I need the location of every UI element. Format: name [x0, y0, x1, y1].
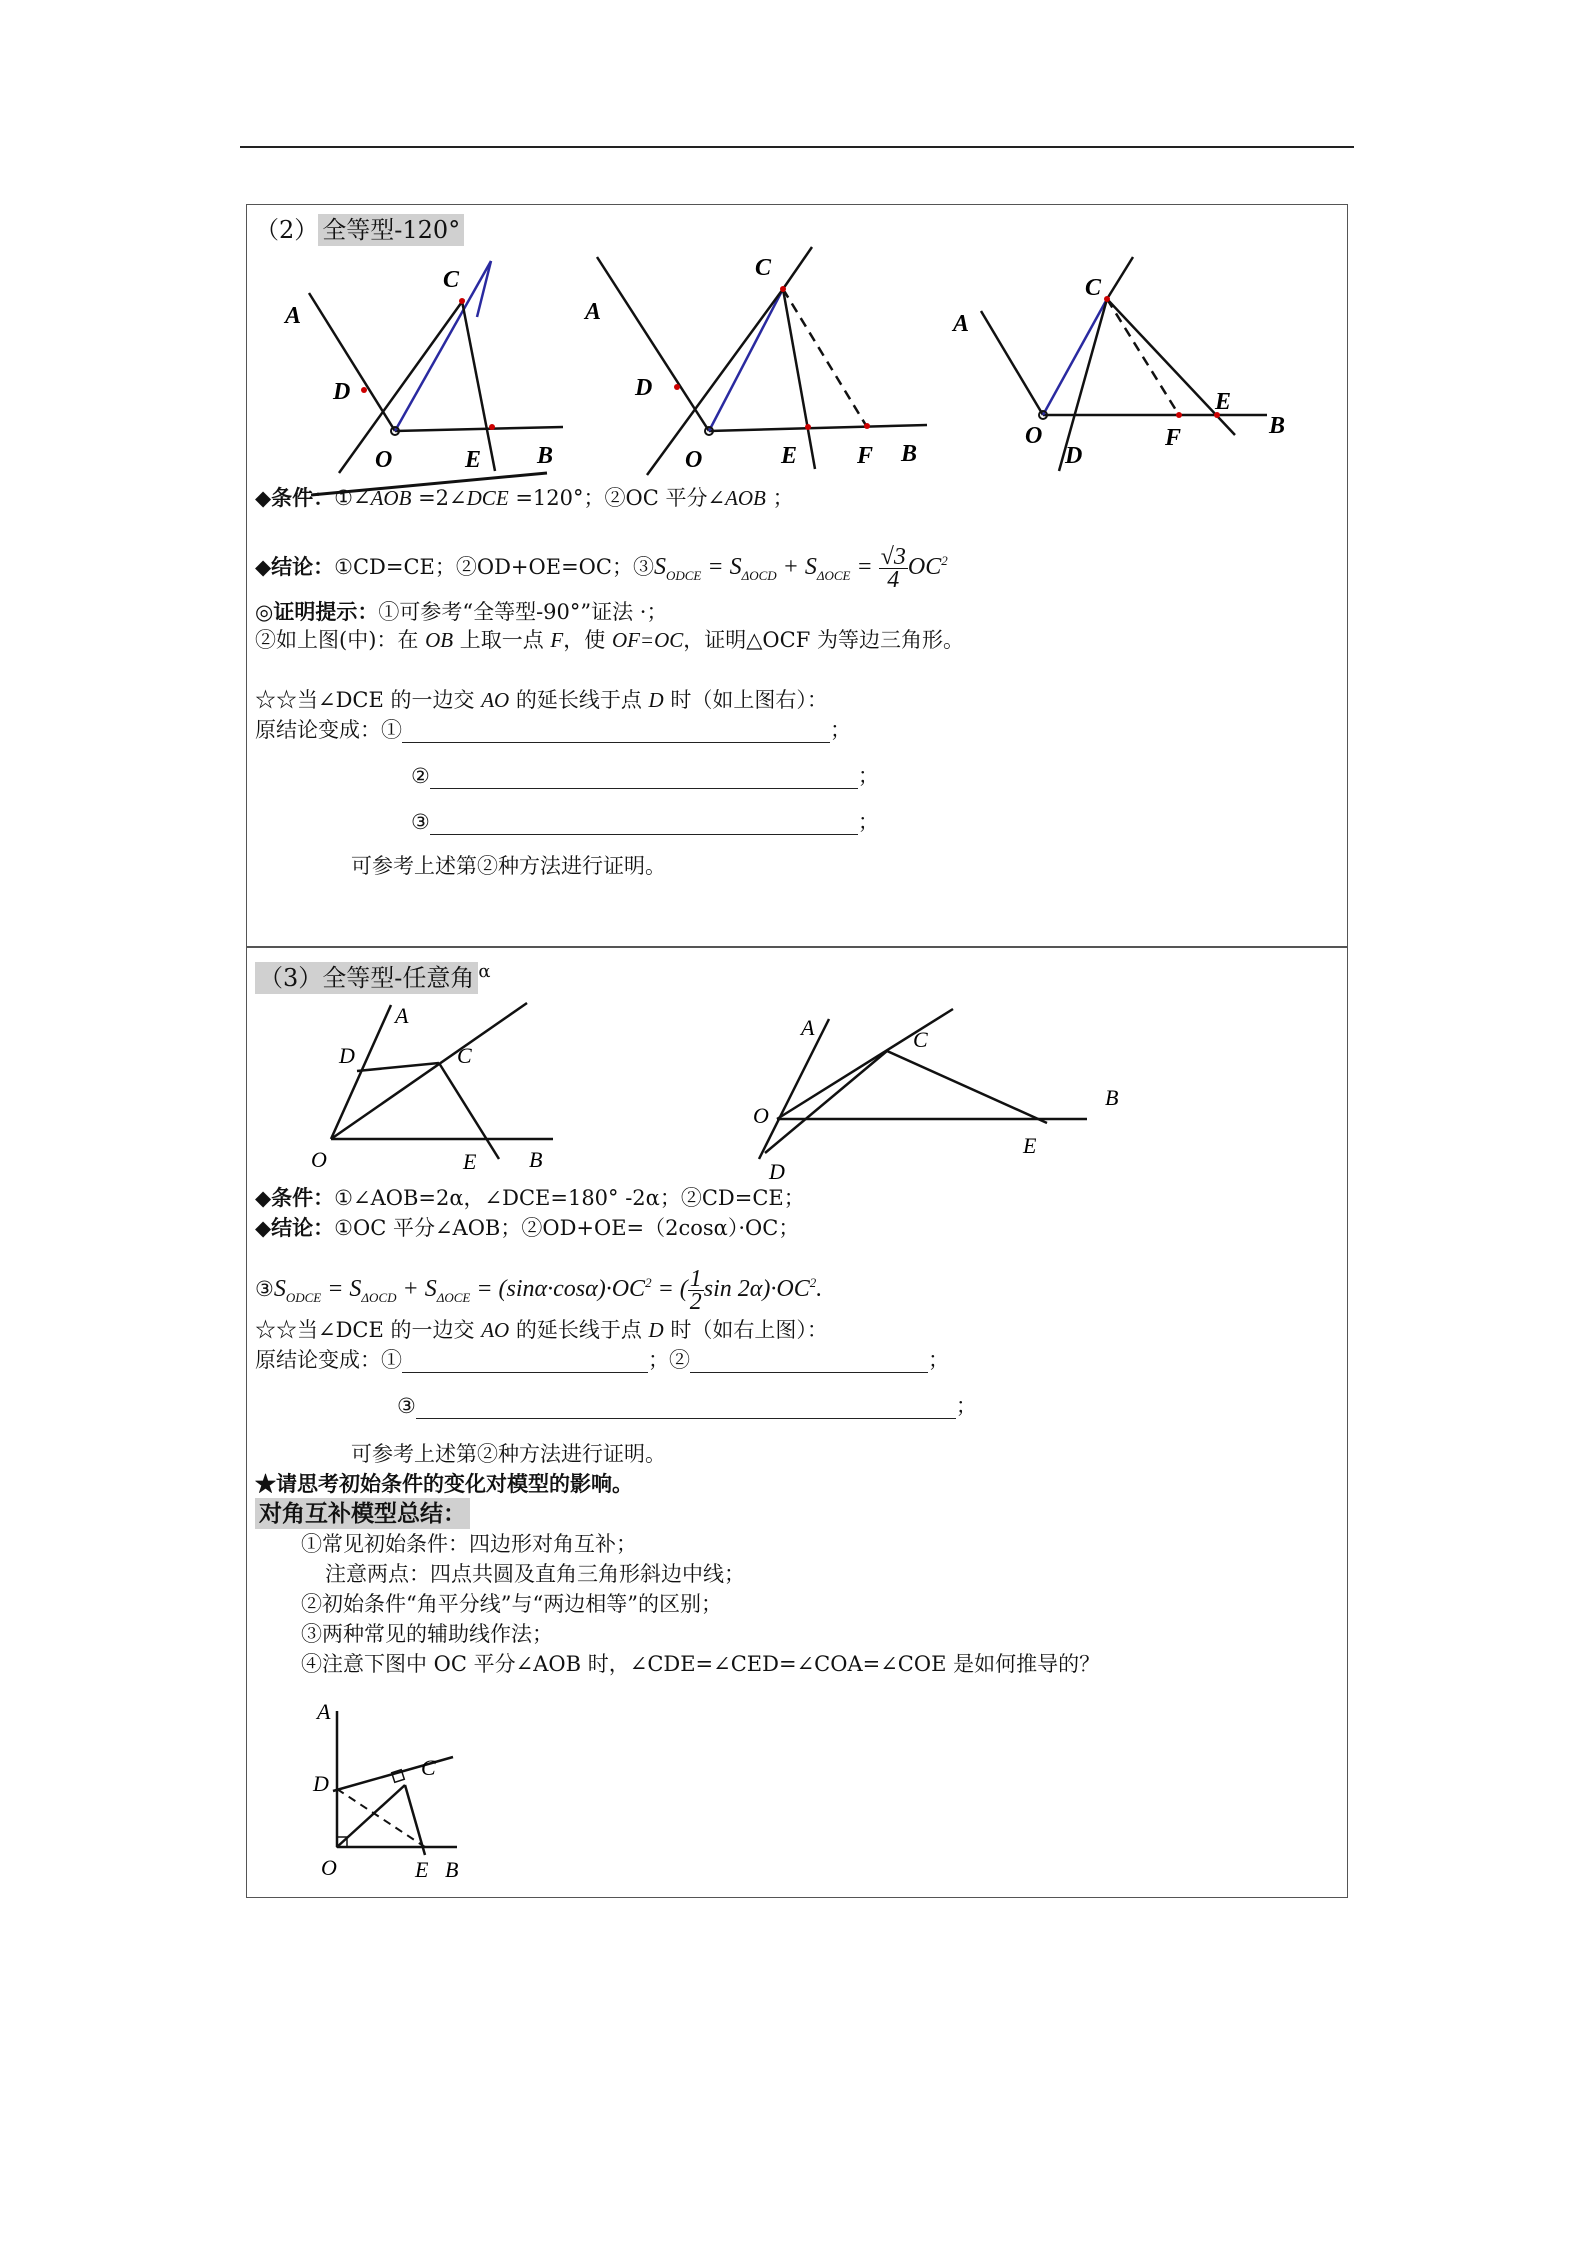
orig-label: 原结论变成：	[255, 718, 381, 742]
label-C: C	[913, 1027, 928, 1052]
formula-sub: ΔOCD	[741, 567, 777, 583]
label-A: A	[585, 299, 602, 325]
area-formula	[255, 1255, 823, 1315]
fill-blank[interactable]	[430, 768, 858, 789]
fill-blank[interactable]	[416, 1398, 956, 1419]
condition-text: =2∠	[411, 486, 467, 510]
summary-item: ①常见初始条件：四边形对角互补；	[301, 1532, 637, 1556]
note-text: 的延长线于点	[509, 1318, 649, 1342]
math: AO	[481, 1318, 510, 1342]
fraction	[879, 543, 908, 593]
formula-s: S	[424, 1276, 437, 1302]
label-E: E	[1023, 1133, 1037, 1158]
section-number: （2）	[255, 216, 319, 244]
blank-line-2	[397, 1393, 977, 1419]
condition-text: ；	[765, 486, 794, 510]
label-A: A	[395, 1003, 409, 1028]
blank-line-3	[411, 809, 879, 835]
label-O: O	[685, 447, 703, 473]
summary-title-text: 对角互补模型总结：	[255, 1498, 470, 1529]
fill-blank[interactable]	[402, 722, 830, 743]
semicolon: ；	[928, 1348, 949, 1372]
note-text: 时（如上图右）：	[663, 688, 828, 712]
math-aob: AOB	[725, 486, 766, 510]
math: D	[648, 688, 664, 712]
label-F: F	[1165, 425, 1182, 451]
label-D: D	[635, 375, 653, 401]
formula-sub: ΔOCD	[361, 1289, 397, 1305]
formula-s: S	[273, 1276, 286, 1302]
label-C: C	[457, 1043, 472, 1068]
formula-s: S	[729, 554, 742, 580]
label-B: B	[1269, 413, 1286, 439]
fill-blank[interactable]	[402, 1352, 648, 1373]
conclusion-text: ①OC 平分∠AOB；②OD+OE=（2cosα）·OC；	[334, 1216, 800, 1240]
label-A: A	[801, 1015, 815, 1040]
note-text: ☆☆当∠DCE 的一边交	[255, 688, 482, 712]
note-text: 的延长线于点	[509, 688, 649, 712]
reference-note: 可参考上述第②种方法进行证明。	[351, 1442, 666, 1466]
summary-item: ④注意下图中 OC 平分∠AOB 时，∠CDE=∠CED=∠COA=∠COE 是如何推导的？	[301, 1652, 1101, 1676]
item-number: ③	[397, 1394, 416, 1418]
star-note	[255, 687, 828, 713]
label-O: O	[1025, 423, 1043, 449]
proof-hint-1	[255, 599, 667, 625]
figure-right	[753, 1009, 1118, 1184]
label-B: B	[445, 1857, 459, 1882]
proof-text: ①可参考“全等型-90°”证法 ·；	[378, 600, 668, 624]
conclusion-line	[255, 1215, 799, 1241]
figure-middle	[583, 247, 927, 477]
proof-text: 上取一点	[453, 628, 551, 652]
section-120-degree	[246, 204, 1348, 948]
proof-text: ，证明△OCF 为等边三角形。	[683, 628, 964, 652]
label-A: A	[317, 1699, 331, 1724]
figures-alpha	[247, 947, 1345, 1187]
condition-line	[255, 1185, 805, 1211]
figure-right	[951, 257, 1285, 471]
label-E: E	[463, 1149, 477, 1174]
formula: $S_{ODCE} = S_{\Delta OCD} + S_{\Delta OCE}$ = $\frac{√3}{4}$ $OC^2$	[653, 543, 948, 593]
note-text: 时（如右上图）：	[663, 1318, 828, 1342]
label-D: D	[339, 1043, 355, 1068]
condition-line	[255, 485, 794, 511]
semicolon: ；	[857, 764, 879, 788]
conclusion-label: ◆结论：	[255, 1215, 335, 1240]
label-D: D	[1065, 443, 1083, 469]
item-number: ①	[381, 718, 402, 742]
formula-sub: ODCE	[665, 567, 702, 583]
reference-note: 可参考上述第②种方法进行证明。	[351, 854, 666, 878]
summary-item: ②初始条件“角平分线”与“两边相等”的区别；	[301, 1592, 722, 1616]
label-E: E	[415, 1857, 429, 1882]
label-B: B	[537, 443, 554, 469]
fraction-den: 2	[689, 1288, 702, 1315]
formula-sub: ΔOCE	[436, 1289, 471, 1305]
figure-bisector	[277, 1687, 537, 1887]
formula-s: S	[653, 554, 666, 580]
fraction	[688, 1265, 704, 1315]
label-C: C	[755, 255, 772, 281]
summary-item: 注意两点：四点共圆及直角三角形斜边中线；	[325, 1562, 745, 1586]
formula-sub: ODCE	[285, 1289, 322, 1305]
math: OB	[425, 628, 454, 652]
orig-label: 原结论变成：	[255, 1348, 381, 1372]
math: F	[550, 628, 564, 652]
label-D: D	[313, 1771, 329, 1796]
fill-blank[interactable]	[690, 1352, 928, 1373]
item-number: ③	[411, 810, 430, 834]
blank-line-1	[255, 1347, 949, 1373]
condition-text: =120°；②OC 平分∠	[508, 486, 726, 510]
label-B: B	[1105, 1085, 1119, 1110]
item-number: ②	[411, 764, 430, 788]
section-title-text: （3）全等型-任意角	[255, 962, 478, 994]
label-B: B	[901, 441, 918, 467]
section-title-text: 全等型-120°	[318, 214, 464, 246]
label-O: O	[321, 1855, 337, 1880]
semicolon: ；	[830, 718, 851, 742]
formula-s: S	[804, 554, 817, 580]
formula-s: S	[349, 1276, 362, 1302]
semicolon: ；	[648, 1348, 669, 1372]
header-rule	[240, 146, 1354, 148]
think-note: ★请思考初始条件的变化对模型的影响。	[255, 1471, 633, 1496]
label-E: E	[781, 443, 798, 469]
item-number: ①	[381, 1348, 402, 1372]
section-arbitrary-angle	[246, 946, 1348, 1898]
label-D: D	[333, 379, 351, 405]
proof-label: ◎证明提示：	[255, 599, 379, 624]
formula-mid: (sinα·cosα)·OC	[498, 1276, 646, 1302]
figure-left-detail	[283, 261, 563, 477]
blank-line-1	[255, 717, 851, 743]
semicolon: ；	[857, 810, 879, 834]
conclusion-label: ◆结论：	[255, 554, 335, 579]
condition-text: ①∠	[334, 486, 371, 510]
math-dce: DCE	[466, 486, 509, 510]
label-C: C	[443, 267, 460, 293]
summary-title	[255, 1501, 470, 1527]
fraction-num: √3	[880, 543, 906, 570]
label-A: A	[953, 311, 970, 337]
label-C: C	[1085, 275, 1102, 301]
fraction-num: 1	[689, 1265, 702, 1292]
star-note	[255, 1317, 828, 1343]
formula-sub: ΔOCE	[816, 567, 851, 583]
figure-left	[311, 1003, 553, 1174]
label-C: C	[421, 1755, 436, 1780]
label-B: B	[529, 1147, 543, 1172]
label-E: E	[1215, 389, 1232, 415]
math: AO	[481, 688, 510, 712]
condition-text: ①∠AOB=2α，∠DCE=180° -2α；②CD=CE；	[334, 1186, 805, 1210]
formula: $S_{ODCE} = S_{\Delta OCD} + S_{\Delta OCE} = (\sin\alpha\cdot\cos\alpha)\cdot OC^2$ = ( $\frac{1}{2}$ $\sin 2\alpha)\cdot OC^2$.	[273, 1265, 823, 1315]
formula-end: sin 2α)·OC	[703, 1276, 810, 1302]
item-number: ②	[669, 1348, 690, 1372]
alpha-symbol: α	[478, 961, 491, 982]
math: D	[648, 1318, 664, 1342]
condition-label: ◆条件：	[255, 485, 335, 510]
label-O: O	[753, 1103, 769, 1128]
math: OF=OC	[611, 628, 684, 652]
fill-blank[interactable]	[430, 814, 858, 835]
conclusion-line	[255, 531, 948, 591]
label-A: A	[285, 303, 302, 329]
semicolon: ；	[955, 1394, 977, 1418]
proof-text: ，使	[563, 628, 612, 652]
fraction-den: 4	[887, 566, 900, 593]
proof-text: ②如上图(中)：在	[255, 628, 426, 652]
note-text: ☆☆当∠DCE 的一边交	[255, 1318, 482, 1342]
proof-hint-2	[255, 627, 964, 653]
item-number: ③	[255, 1277, 274, 1301]
conclusion-text: ①CD=CE；②OD+OE=OC；③	[334, 555, 654, 579]
summary-item: ③两种常见的辅助线作法；	[301, 1622, 553, 1646]
label-O: O	[375, 447, 393, 473]
blank-line-2	[411, 763, 879, 789]
condition-label: ◆条件：	[255, 1185, 335, 1210]
label-D: D	[769, 1159, 785, 1184]
formula-oc: OC	[907, 554, 942, 580]
label-O: O	[311, 1147, 327, 1172]
label-F: F	[857, 443, 874, 469]
math-aob: AOB	[370, 486, 412, 510]
label-E: E	[465, 447, 482, 473]
